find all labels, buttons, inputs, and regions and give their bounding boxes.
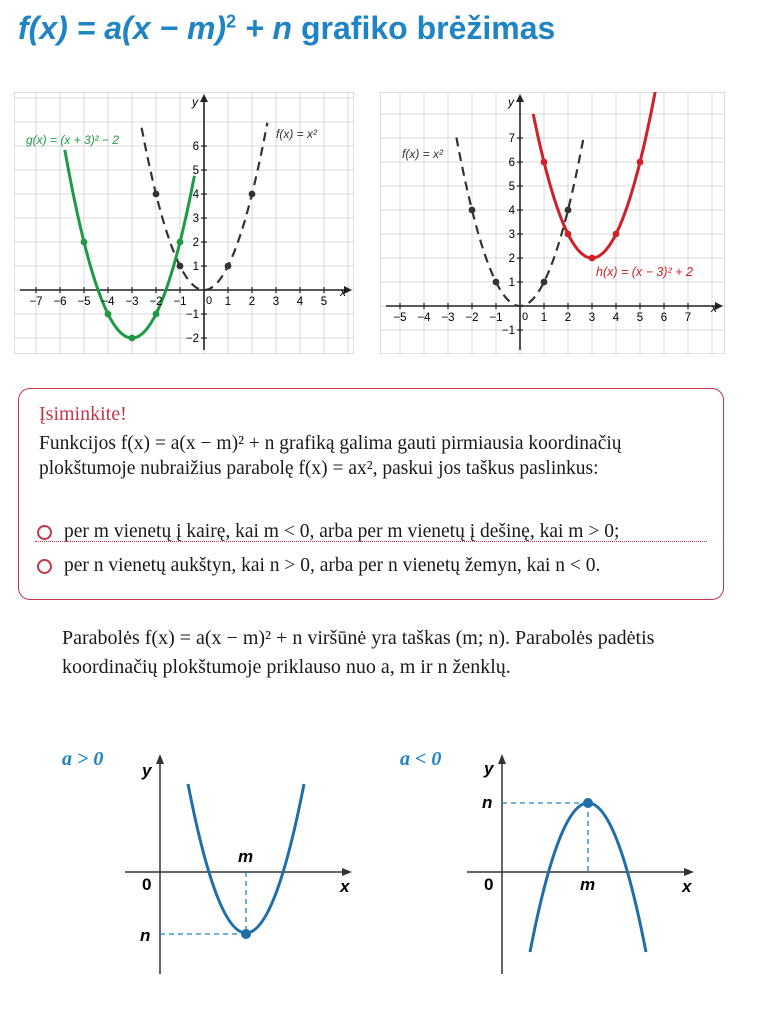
y-label: y bbox=[142, 761, 152, 780]
vertex-paragraph: Parabolės f(x) = a(x − m)² + n viršūnė yra taškas (m; n). Parabolės padėtis koordinačių plokštumoje priklauso nuo a, m ir n ženklų. bbox=[62, 627, 655, 678]
bullet-circle-icon bbox=[37, 525, 52, 540]
y-tick-label: 6 bbox=[508, 157, 515, 169]
x-tick-label: 3 bbox=[272, 296, 280, 308]
y-tick-label: 3 bbox=[508, 229, 515, 241]
x-tick-label: −3 bbox=[125, 296, 139, 308]
bullet-vertical-shift bbox=[37, 555, 600, 577]
bullet-text-1: per m vienetų į kairę, kai m < 0, arba per m vienetų į dešinę, kai m > 0; bbox=[64, 521, 620, 542]
title-text: grafiko brėžimas bbox=[292, 10, 556, 46]
x-tick-label: 2 bbox=[248, 296, 256, 308]
m-label: m bbox=[580, 875, 596, 894]
origin-label: 0 bbox=[142, 875, 152, 894]
curve-point bbox=[613, 231, 620, 238]
curve-point bbox=[565, 231, 572, 238]
y-tick-label: 5 bbox=[192, 165, 199, 177]
sketch-upward-parabola bbox=[120, 752, 360, 982]
curve-point bbox=[81, 239, 88, 246]
vertex-point bbox=[241, 929, 251, 939]
sketch-downward-parabola bbox=[462, 752, 707, 982]
curve-point bbox=[589, 255, 596, 262]
y-label: y bbox=[192, 95, 198, 109]
x-tick-label: 3 bbox=[588, 312, 596, 324]
y-tick-label: 2 bbox=[508, 253, 515, 265]
x-tick-label: −1 bbox=[489, 312, 503, 324]
label-a-negative: a < 0 bbox=[400, 748, 442, 770]
x-tick-label: 7 bbox=[684, 312, 692, 324]
y-arrow-icon bbox=[156, 754, 164, 764]
x-label: x bbox=[340, 877, 350, 896]
y-tick-label: 1 bbox=[508, 277, 515, 289]
x-tick-label: 4 bbox=[296, 296, 304, 308]
curve-point bbox=[565, 207, 572, 214]
divider bbox=[35, 541, 707, 542]
bullet-text-2: per n vienetų aukštyn, kai n > 0, arba per n vienetų žemyn, kai n < 0. bbox=[64, 555, 601, 576]
y-tick-label: 4 bbox=[508, 205, 515, 217]
origin-label: 0 bbox=[522, 311, 529, 323]
x-arrow-icon bbox=[342, 868, 352, 876]
x-label: x bbox=[682, 877, 692, 896]
y-tick-label: 5 bbox=[508, 181, 515, 193]
grid-frame bbox=[380, 92, 725, 354]
y-label: y bbox=[484, 759, 494, 778]
m-label: m bbox=[238, 847, 254, 866]
x-tick-label: 2 bbox=[564, 312, 572, 324]
label-a-positive: a > 0 bbox=[62, 748, 104, 770]
g-label: g(x) = (x + 3)² − 2 bbox=[26, 133, 120, 147]
page-title bbox=[18, 10, 555, 47]
bullet-horizontal-shift bbox=[37, 521, 619, 543]
y-arrow-icon bbox=[498, 754, 506, 764]
graph-h-shift bbox=[380, 92, 725, 354]
x-tick-label: −4 bbox=[417, 312, 431, 324]
x-tick-label: 5 bbox=[320, 296, 328, 308]
curve-point bbox=[225, 263, 232, 270]
curve-point bbox=[249, 191, 256, 198]
x-tick-label: −6 bbox=[53, 296, 67, 308]
h-label: h(x) = (x − 3)² + 2 bbox=[596, 265, 693, 279]
title-formula-tail: + n bbox=[236, 10, 293, 46]
y-label: y bbox=[508, 95, 514, 109]
x-tick-label: −3 bbox=[441, 312, 455, 324]
remember-heading: Įsiminkite! bbox=[39, 403, 127, 425]
remember-box bbox=[18, 388, 724, 600]
curve-point bbox=[105, 311, 112, 318]
x-tick-label: 6 bbox=[660, 312, 668, 324]
x-tick-label: 5 bbox=[636, 312, 644, 324]
curve-point bbox=[153, 311, 160, 318]
x-tick-label: −2 bbox=[465, 312, 479, 324]
graph-g-shift bbox=[14, 92, 354, 354]
bullet-circle-icon bbox=[37, 559, 52, 574]
remember-text: Funkcijos f(x) = a(x − m)² + n grafiką galima gauti pirmiausia koordinačių plokštumoje nubraižius parabolę f(x) = ax², paskui jos taškus paslinkus: bbox=[39, 433, 622, 479]
x-tick-label: −5 bbox=[393, 312, 407, 324]
y-tick-label: 3 bbox=[192, 213, 199, 225]
vertex-point bbox=[583, 798, 593, 808]
curve-point bbox=[153, 191, 160, 198]
x-tick-label: −1 bbox=[173, 296, 187, 308]
y-tick-label: 4 bbox=[192, 189, 199, 201]
x-tick-label: 1 bbox=[224, 296, 232, 308]
x-arrow-icon bbox=[684, 868, 694, 876]
x-tick-label: −5 bbox=[77, 296, 91, 308]
x-label: x bbox=[340, 285, 346, 299]
title-formula: f(x) = a(x − m) bbox=[18, 10, 227, 46]
n-label: n bbox=[482, 793, 493, 812]
curve-point bbox=[177, 263, 184, 270]
curve-point bbox=[541, 279, 548, 286]
y-tick-label: −1 bbox=[501, 325, 515, 337]
curve-point bbox=[541, 159, 548, 166]
curve-point bbox=[129, 335, 136, 342]
n-label: n bbox=[140, 926, 151, 945]
origin-label: 0 bbox=[206, 295, 213, 307]
origin-label: 0 bbox=[484, 875, 494, 894]
y-tick-label: 7 bbox=[508, 133, 515, 145]
f-label-2: f(x) = x² bbox=[402, 147, 443, 161]
curve-point bbox=[637, 159, 644, 166]
y-tick-label: 6 bbox=[192, 141, 199, 153]
x-tick-label: −7 bbox=[29, 296, 43, 308]
x-tick-label: 4 bbox=[612, 312, 620, 324]
y-tick-label: −1 bbox=[185, 309, 199, 321]
f-label-1: f(x) = x² bbox=[276, 127, 317, 141]
curve-point bbox=[177, 239, 184, 246]
y-tick-label: −2 bbox=[185, 333, 199, 345]
x-tick-label: 1 bbox=[540, 312, 548, 324]
y-tick-label: 2 bbox=[192, 237, 199, 249]
curve-point bbox=[469, 207, 476, 214]
x-label: x bbox=[711, 301, 717, 315]
title-exponent: 2 bbox=[226, 11, 237, 32]
y-tick-label: 1 bbox=[192, 261, 199, 273]
x-tick-label: −2 bbox=[149, 296, 163, 308]
x-tick-label: −4 bbox=[101, 296, 115, 308]
curve-point bbox=[493, 279, 500, 286]
